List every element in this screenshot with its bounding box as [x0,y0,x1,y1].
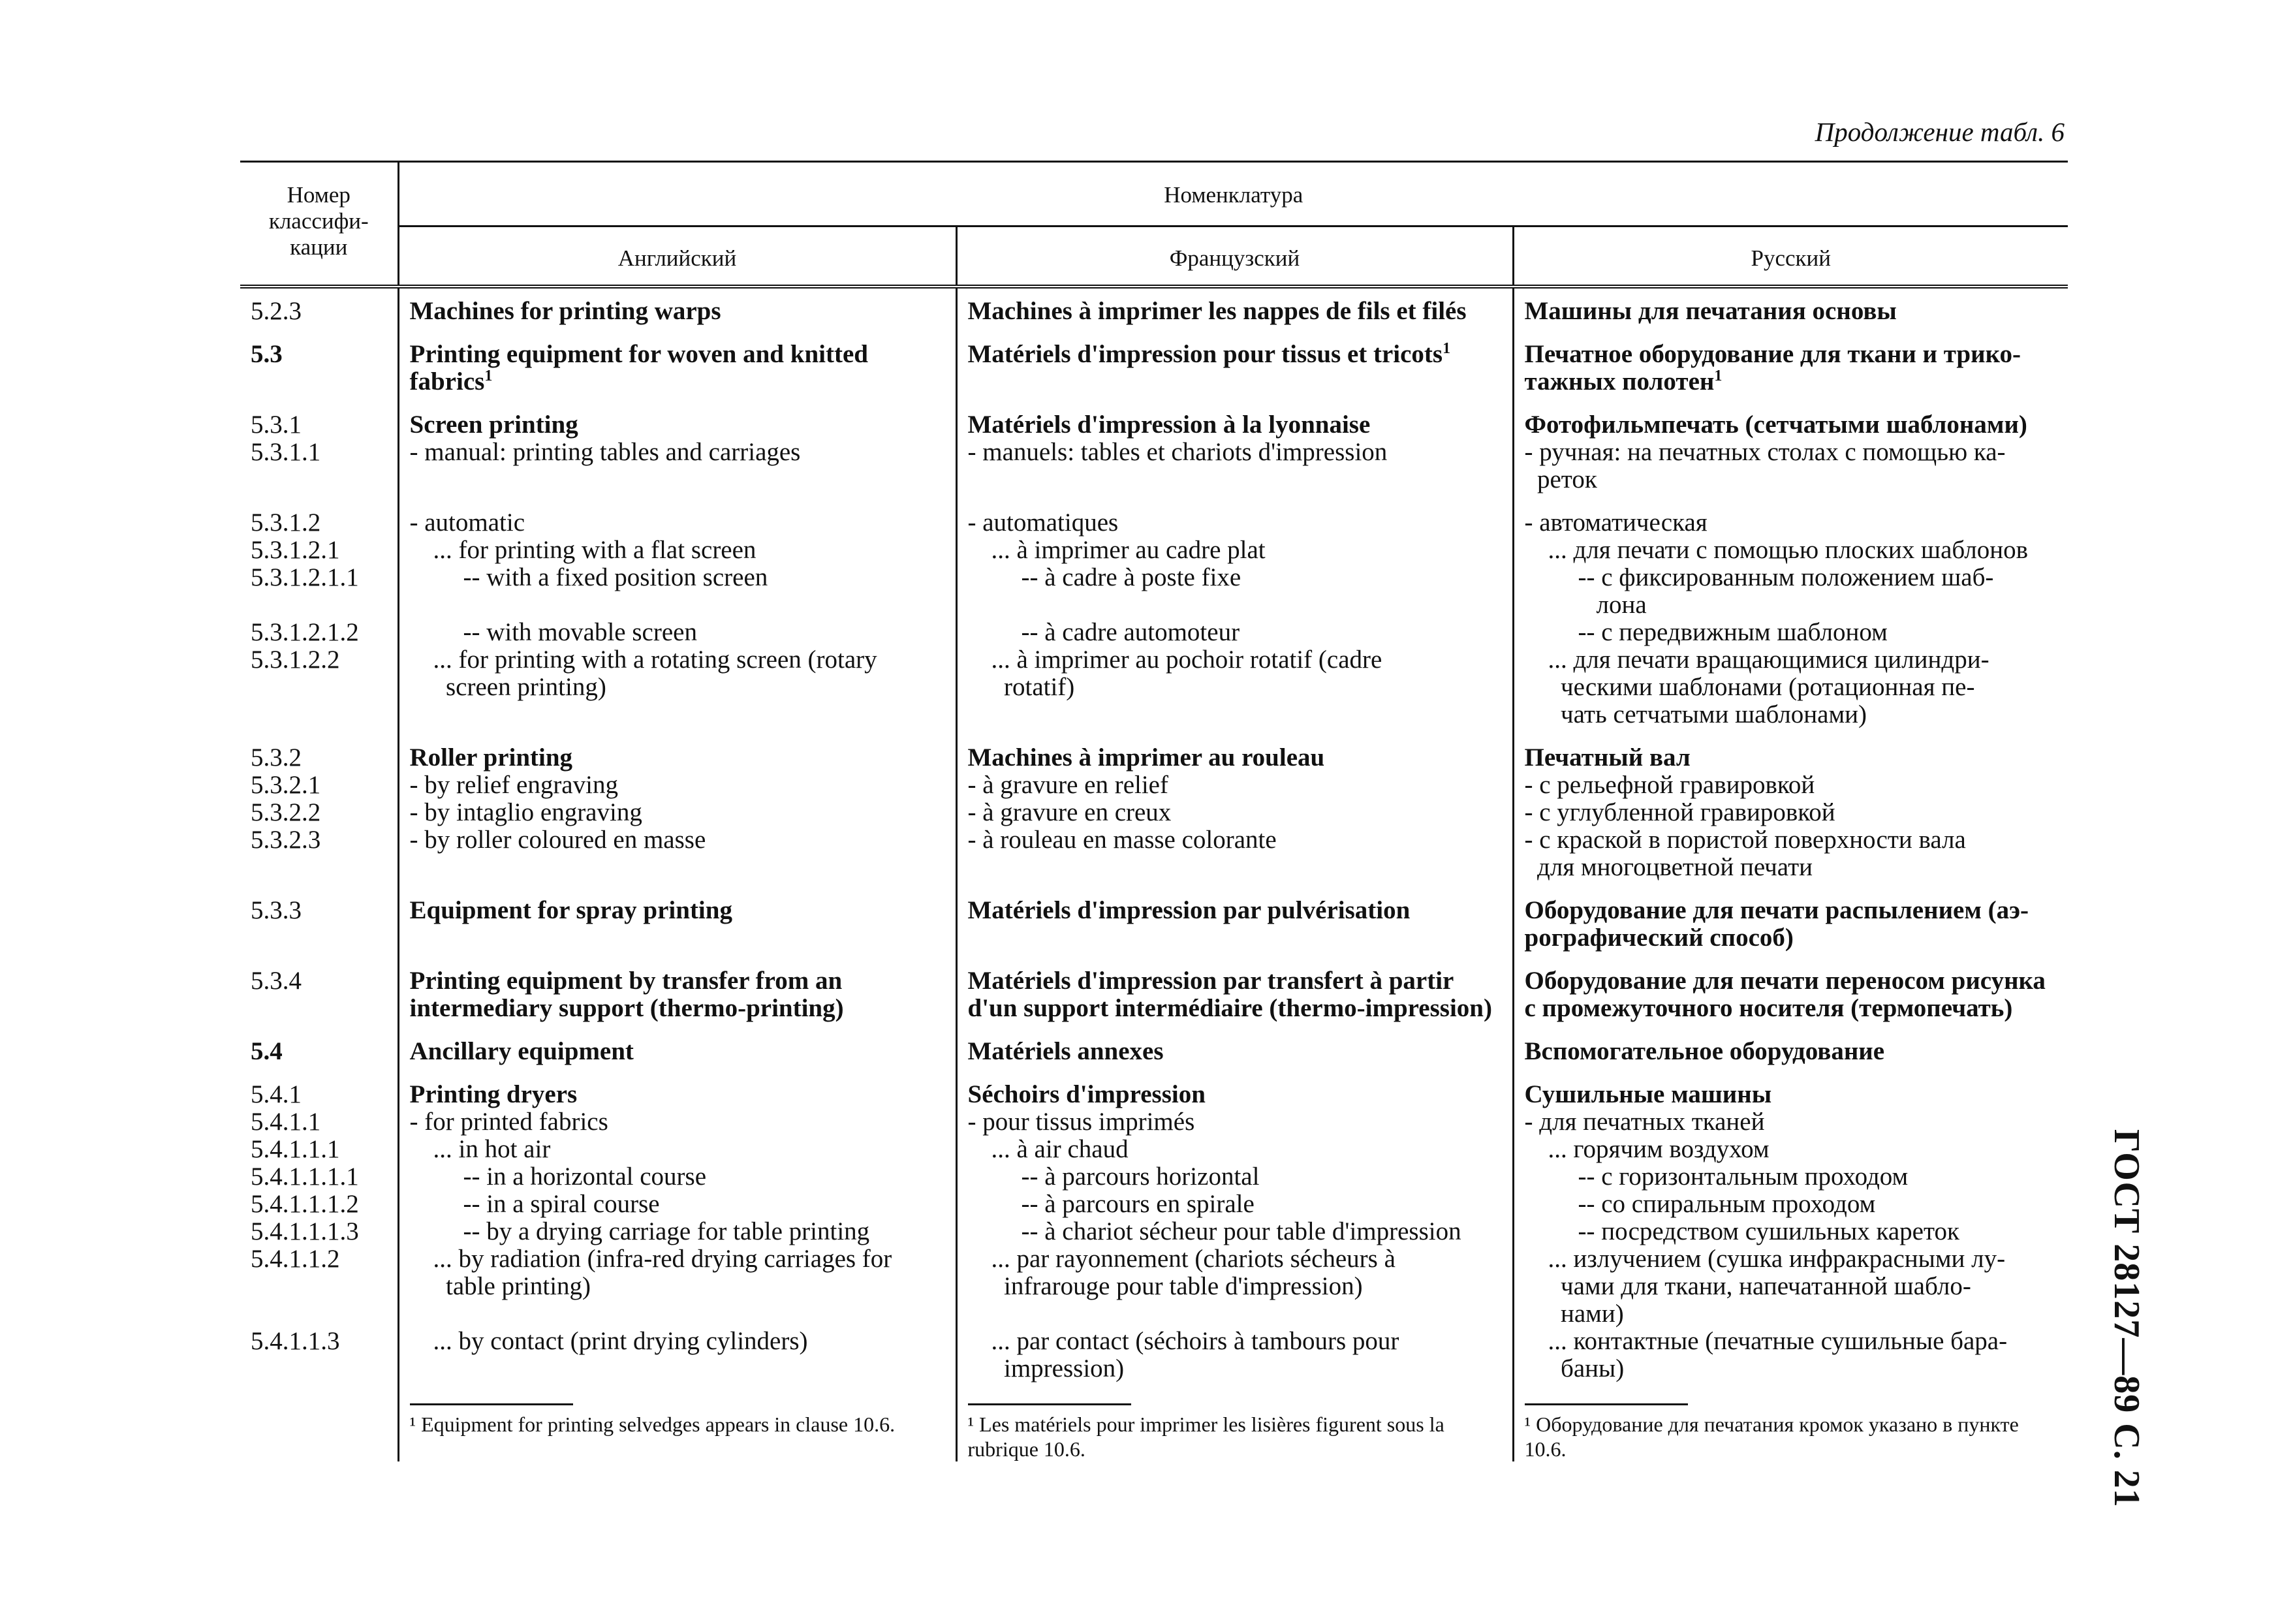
table-row [240,405,2068,503]
cell-line: 5.4 [251,1037,283,1065]
cell-line: - automatic [409,508,525,537]
cell-line: Machines à imprimer au rouleau [967,743,1325,772]
cell-line: - manuels: tables et chariots d'impression [967,438,1388,466]
cell-line: 5.3.1.2.1.2 [251,618,359,646]
cell-french [956,334,1513,405]
row-number [240,334,398,405]
row-number [240,287,398,334]
cell-line: тажных полотен$^1$ [1524,367,1723,396]
cell-english [398,1031,956,1074]
footnote-russian-text: ¹ Оборудование для печатания кромок указано в пункте 10.6. [1524,1413,2024,1461]
cell-line: Фотофильмпечать (сетчатыми шаблонами) [1524,411,2027,439]
row-number [240,890,398,961]
cell-line: -- with movable screen [463,618,697,646]
cell-line: 5.4.1.1 [251,1108,321,1136]
cell-line: 5.4.1.1.1.2 [251,1190,359,1218]
document-code-page-number: ГОСТ 28127—89 С. 21 [2106,1129,2147,1508]
cell-line: Печатное оборудование для ткани и трико- [1524,340,2021,368]
header-number-line: Номер [287,182,351,208]
cell-line: чами для ткани, напечатанной шабло- [1548,1272,1971,1300]
cell-line: table printing) [433,1272,591,1300]
cell-line: ... by radiation (infra-red drying carriages for [433,1245,892,1273]
cell-line: 5.4.1.1.2 [251,1245,340,1273]
cell-line [251,591,392,619]
cell-line [410,1300,946,1328]
cell-line: infrarouge pour table d'impression) [991,1272,1363,1300]
cell-russian [1513,503,2068,738]
cell-line: 5.3.1 [251,411,302,439]
cell-line: Печатный вал [1524,743,1691,772]
cell-line: лона [1596,591,1647,619]
cell-line: intermediary support (thermo-printing) [409,994,844,1022]
table-row [240,1074,2068,1392]
cell-russian [1513,1031,2068,1074]
cell-russian [1513,405,2068,503]
cell-line: ... par rayonnement (chariots sécheurs à [991,1245,1396,1273]
cell-french [956,405,1513,503]
cell-line: 5.3.1.2.1 [251,536,340,564]
footnote-french [956,1392,1513,1461]
cell-russian [1513,890,2068,961]
cell-line: - pour tissus imprimés [967,1108,1195,1136]
cell-english [398,738,956,890]
cell-russian [1513,287,2068,334]
cell-line: ... for printing with a rotating screen (rotary [433,646,877,674]
table-row [240,503,2068,738]
cell-line: Machines for printing warps [409,297,721,325]
cell-english [398,287,956,334]
cell-line: ческими шаблонами (ротационная пе- [1548,673,1975,701]
footnote-english-text: ¹ Equipment for printing selvedges appears in clause 10.6. [409,1413,896,1436]
cell-line: -- by a drying carriage for table printing [463,1217,870,1245]
cell-line: Printing equipment by transfer from an [409,967,843,995]
cell-line: -- посредством сушильных кареток [1578,1217,1959,1245]
nomenclature-table [240,161,2068,1461]
cell-line: -- with a fixed position screen [463,563,768,591]
cell-line: -- à cadre automoteur [1021,618,1240,646]
cell-line [251,1300,392,1328]
table-row [240,334,2068,405]
cell-line: 5.3 [251,340,283,368]
cell-line: - ручная: на печатных столах с помощью ка- [1524,438,2006,466]
cell-line: fabrics$^1$ [409,367,493,396]
header-number-line: кации [290,234,348,260]
cell-line [968,1300,1503,1328]
table-body [240,287,2068,1392]
cell-line: - by roller coloured en masse [409,826,706,854]
cell-line: ... by contact (print drying cylinders) [433,1327,808,1355]
cell-line: Ancillary equipment [409,1037,634,1065]
cell-line: 5.4.1.1.1 [251,1135,340,1163]
cell-russian [1513,961,2068,1031]
cell-line: 5.3.1.2 [251,508,321,537]
cell-english [398,503,956,738]
cell-line: Roller printing [409,743,573,772]
cell-line: -- à parcours horizontal [1021,1163,1260,1191]
cell-line: нами) [1548,1300,1624,1328]
header-nomenclature: Номенклатура [398,162,2068,226]
cell-russian [1513,334,2068,405]
cell-line: баны) [1548,1354,1625,1382]
cell-line: Machines à imprimer les nappes de fils et filés [967,297,1467,325]
cell-line: 5.4.1.1.1.3 [251,1217,359,1245]
cell-russian [1513,738,2068,890]
table-continuation-caption: Продолжение табл. 6 [1815,117,2065,147]
cell-line: ... излучением (сушка инфракрасными лу- [1548,1245,2006,1273]
cell-line: -- с передвижным шаблоном [1578,618,1888,646]
cell-line: ... à imprimer au cadre plat [991,536,1266,564]
cell-line: ... для печати с помощью плоских шаблонов [1548,536,2028,564]
cell-line: 5.3.3 [251,896,302,924]
cell-line: ... горячим воздухом [1548,1135,1770,1163]
cell-french [956,503,1513,738]
cell-line: -- с фиксированным положением шаб- [1578,563,1994,591]
cell-line: Matériels d'impression à la lyonnaise [967,411,1371,439]
cell-line: 5.3.2.3 [251,826,321,854]
cell-line: 5.4.1.1.1.1 [251,1163,359,1191]
cell-french [956,287,1513,334]
cell-line: Equipment for spray printing [409,896,732,924]
cell-line: - by relief engraving [409,771,618,799]
cell-line: рографический способ) [1524,924,1794,952]
cell-line: - с рельефной гравировкой [1524,771,1815,799]
cell-line: - с углубленной гравировкой [1524,798,1835,826]
cell-english [398,890,956,961]
cell-line [410,591,946,619]
cell-line: 5.3.1.1 [251,438,321,466]
cell-line: для многоцветной печати [1524,853,1813,881]
row-number [240,961,398,1031]
cell-french [956,738,1513,890]
header-number [240,162,398,287]
cell-line: - for printed fabrics [409,1108,608,1136]
cell-line: - à rouleau en masse colorante [967,826,1277,854]
cell-line: Séchoirs d'impression [967,1080,1206,1108]
table-row [240,287,2068,334]
cell-line: 5.3.2 [251,743,302,772]
cell-line: ... контактные (печатные сушильные бара- [1548,1327,2008,1355]
cell-line: Printing dryers [409,1080,578,1108]
cell-line: Matériels d'impression par pulvérisation [967,896,1411,924]
cell-line: -- in a spiral course [463,1190,660,1218]
cell-line: - à gravure en creux [967,798,1172,826]
cell-french [956,1031,1513,1074]
header-english: Английский [398,226,956,287]
table-row [240,890,2068,961]
cell-line: реток [1524,465,1597,493]
cell-english [398,1074,956,1392]
table-row [240,1031,2068,1074]
table-row [240,961,2068,1031]
footnote-russian [1513,1392,2068,1461]
cell-line: с промежуточного носителя (термопечать) [1524,994,2013,1022]
cell-line: - automatiques [967,508,1119,537]
cell-line: 5.4.1.1.3 [251,1327,340,1355]
footnote-english [398,1392,956,1461]
cell-line: Вспомогательное оборудование [1524,1037,1885,1065]
footnote-french-text: ¹ Les matériels pour imprimer les lisières figurent sous la rubrique 10.6. [967,1413,1450,1461]
cell-line: Screen printing [409,411,578,439]
cell-line: 5.2.3 [251,297,302,325]
cell-english [398,334,956,405]
cell-line: Matériels annexes [967,1037,1164,1065]
cell-line: - manual: printing tables and carriages [409,438,801,466]
cell-line: - by intaglio engraving [409,798,642,826]
cell-line: Оборудование для печати распылением (аэ- [1524,896,2029,924]
cell-line: 5.3.2.2 [251,798,321,826]
cell-line: Оборудование для печати переносом рисунка [1524,967,2046,995]
cell-english [398,961,956,1031]
cell-french [956,961,1513,1031]
header-french: Французский [956,226,1513,287]
cell-line: ... для печати вращающимися цилиндри- [1548,646,1989,674]
cell-line: 5.3.4 [251,967,302,995]
cell-line: Printing equipment for woven and knitted [409,340,868,368]
row-number [240,738,398,890]
cell-line: чать сетчатыми шаблонами) [1548,700,1867,728]
cell-line: - с краской в пористой поверхности вала [1524,826,1966,854]
cell-line: impression) [991,1354,1125,1382]
cell-line: -- с горизонтальным проходом [1578,1163,1909,1191]
cell-line: 5.3.1.2.2 [251,646,340,674]
cell-line: ... à air chaud [991,1135,1129,1163]
cell-english [398,405,956,503]
cell-line: Matériels d'impression pour tissus et tricots$^1$ [967,340,1451,368]
cell-line: - à gravure en relief [967,771,1168,799]
cell-line: Машины для печатания основы [1524,297,1897,325]
cell-line [251,1273,392,1300]
cell-line: screen printing) [433,673,606,701]
cell-line: -- à cadre à poste fixe [1021,563,1241,591]
cell-russian [1513,1074,2068,1392]
cell-line: - автоматическая [1524,508,1708,537]
cell-line: Matériels d'impression par transfert à partir [967,967,1454,995]
cell-line: 5.4.1 [251,1080,302,1108]
cell-line: -- in a horizontal course [463,1163,707,1191]
header-number-line: классифи- [268,208,369,234]
footnote-number-cell [240,1392,398,1461]
cell-line: ... à imprimer au pochoir rotatif (cadre [991,646,1382,674]
table-row [240,738,2068,890]
cell-french [956,890,1513,961]
row-number [240,1074,398,1392]
row-number [240,503,398,738]
cell-line: d'un support intermédiaire (thermo-impression) [967,994,1492,1022]
header-russian: Русский [1513,226,2068,287]
cell-line: ... par contact (séchoirs à tambours pour [991,1327,1399,1355]
cell-french [956,1074,1513,1392]
cell-line [968,591,1503,619]
cell-line: 5.3.1.2.1.1 [251,563,359,591]
cell-line: 5.3.2.1 [251,771,321,799]
cell-line: -- à parcours en spirale [1021,1190,1255,1218]
cell-line: rotatif) [991,673,1075,701]
cell-line: - для печатных тканей [1524,1108,1765,1136]
row-number [240,405,398,503]
cell-line: -- со спиральным проходом [1578,1190,1876,1218]
cell-line: ... in hot air [433,1135,551,1163]
cell-line: Сушильные машины [1524,1080,1772,1108]
row-number [240,1031,398,1074]
cell-line: ... for printing with a flat screen [433,536,757,564]
cell-line: -- à chariot sécheur pour table d'impression [1021,1217,1461,1245]
